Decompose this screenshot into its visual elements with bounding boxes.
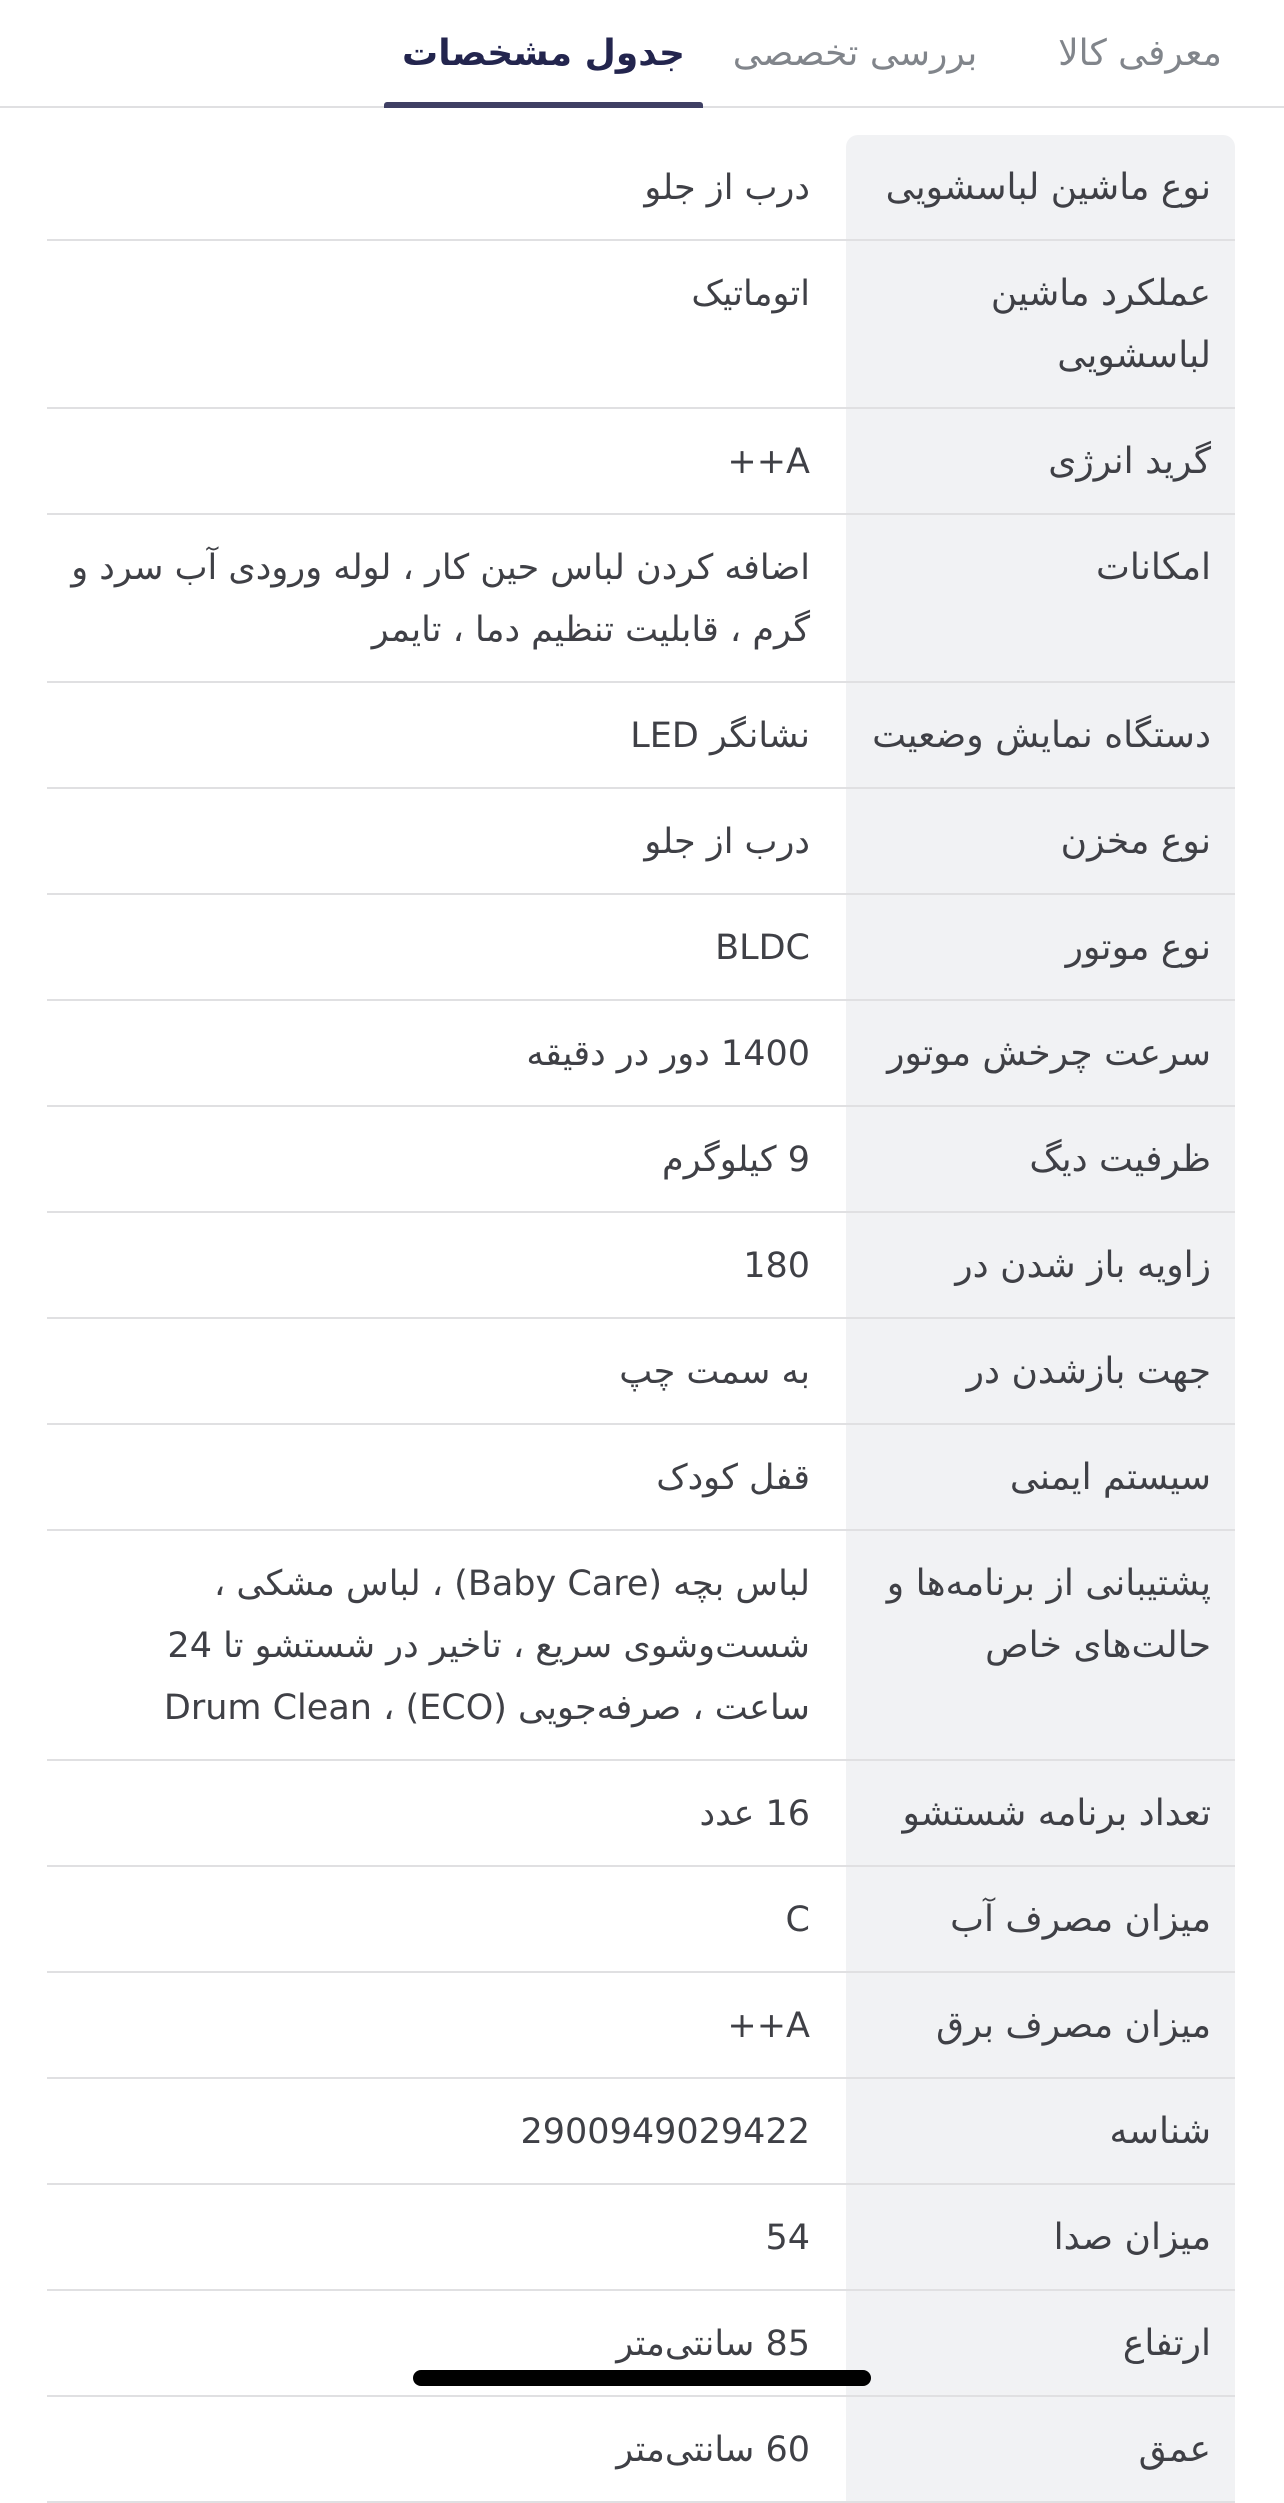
spec-value: قفل کودک — [656, 1458, 810, 1498]
spec-key: عمق — [846, 2397, 1235, 2501]
spec-value: C — [785, 1900, 810, 1940]
spec-value: A++ — [727, 442, 810, 482]
spec-value: به سمت چپ — [619, 1352, 810, 1392]
active-tab-indicator — [384, 102, 703, 108]
spec-row — [47, 2079, 1235, 2185]
spec-row — [47, 1319, 1235, 1425]
home-indicator[interactable] — [413, 2370, 871, 2386]
spec-key: میزان مصرف آب — [846, 1867, 1235, 1971]
spec-key: جهت بازشدن در — [846, 1319, 1235, 1423]
spec-value: نشانگر LED — [630, 716, 810, 756]
spec-key: سیستم ایمنی — [846, 1425, 1235, 1529]
spec-value: 180 — [743, 1246, 810, 1286]
spec-key: سرعت چرخش موتور — [846, 1001, 1235, 1105]
spec-value: BLDC — [715, 928, 810, 968]
tab-bar — [0, 0, 1284, 108]
tab-specifications[interactable] — [384, 0, 703, 106]
spec-key: زاویه باز شدن در — [846, 1213, 1235, 1317]
spec-key: ظرفیت دیگ — [846, 1107, 1235, 1211]
spec-row — [47, 683, 1235, 789]
tab-label: جدول مشخصات — [402, 32, 685, 74]
spec-value: 60 سانتی‌متر — [616, 2430, 810, 2470]
spec-row — [47, 409, 1235, 515]
spec-key: تعداد برنامه شستشو — [846, 1761, 1235, 1865]
spec-key: نوع مخزن — [846, 789, 1235, 893]
spec-row — [47, 2185, 1235, 2291]
spec-key: میزان صدا — [846, 2185, 1235, 2289]
spec-value: 2900949029422 — [520, 2112, 810, 2152]
spec-row — [47, 1761, 1235, 1867]
spec-value: لباس بچه (Baby Care) ، لباس مشکی ، شست‌وشوی سریع ، تاخیر در شستشو تا 24 ساعت ، صرفه‌جویی (ECO) ، Drum Clean — [163, 1564, 810, 1728]
spec-value: A++ — [727, 2006, 810, 2046]
spec-value: 16 عدد — [699, 1794, 810, 1834]
spec-key: گرید انرژی — [846, 409, 1235, 513]
spec-key: نوع موتور — [846, 895, 1235, 999]
spec-value: درب از جلو — [644, 822, 810, 862]
spec-row — [47, 1213, 1235, 1319]
tab-product-intro[interactable] — [1030, 0, 1250, 106]
spec-row — [47, 895, 1235, 1001]
spec-row — [47, 1973, 1235, 2079]
spec-key: میزان مصرف برق — [846, 1973, 1235, 2077]
spec-key: نوع ماشین لباسشویی — [846, 135, 1235, 239]
spec-row — [47, 135, 1235, 241]
spec-value: اتوماتیک — [691, 274, 810, 314]
spec-row — [47, 241, 1235, 409]
spec-key: شناسه — [846, 2079, 1235, 2183]
spec-row — [47, 1425, 1235, 1531]
spec-value: اضافه کردن لباس حین کار ، لوله ورودی آب سرد و گرم ، قابلیت تنظیم دما ، تایمر — [71, 548, 810, 650]
spec-value: درب از جلو — [644, 168, 810, 208]
spec-row — [47, 1107, 1235, 1213]
tab-expert-review[interactable] — [720, 0, 990, 106]
spec-value: 1400 دور در دقیقه — [526, 1034, 810, 1074]
spec-key: دستگاه نمایش وضعیت — [846, 683, 1235, 787]
spec-row — [47, 1867, 1235, 1973]
spec-row — [47, 1531, 1235, 1761]
spec-row — [47, 789, 1235, 895]
spec-key: عملکرد ماشین لباسشویی — [846, 241, 1235, 407]
spec-value: 85 سانتی‌متر — [616, 2324, 810, 2364]
spec-value: 9 کیلوگرم — [662, 1140, 810, 1180]
spec-row — [47, 2397, 1235, 2503]
spec-row — [47, 1001, 1235, 1107]
spec-key: امکانات — [846, 515, 1235, 681]
specifications-table — [47, 135, 1235, 2503]
spec-value: 54 — [765, 2218, 810, 2258]
spec-row — [47, 515, 1235, 683]
tab-label: بررسی تخصصی — [732, 32, 978, 74]
spec-key: پشتیبانی از برنامه‌ها و حالت‌های خاص — [846, 1531, 1235, 1759]
spec-key: ارتفاع — [846, 2291, 1235, 2395]
tab-label: معرفی کالا — [1058, 32, 1222, 74]
